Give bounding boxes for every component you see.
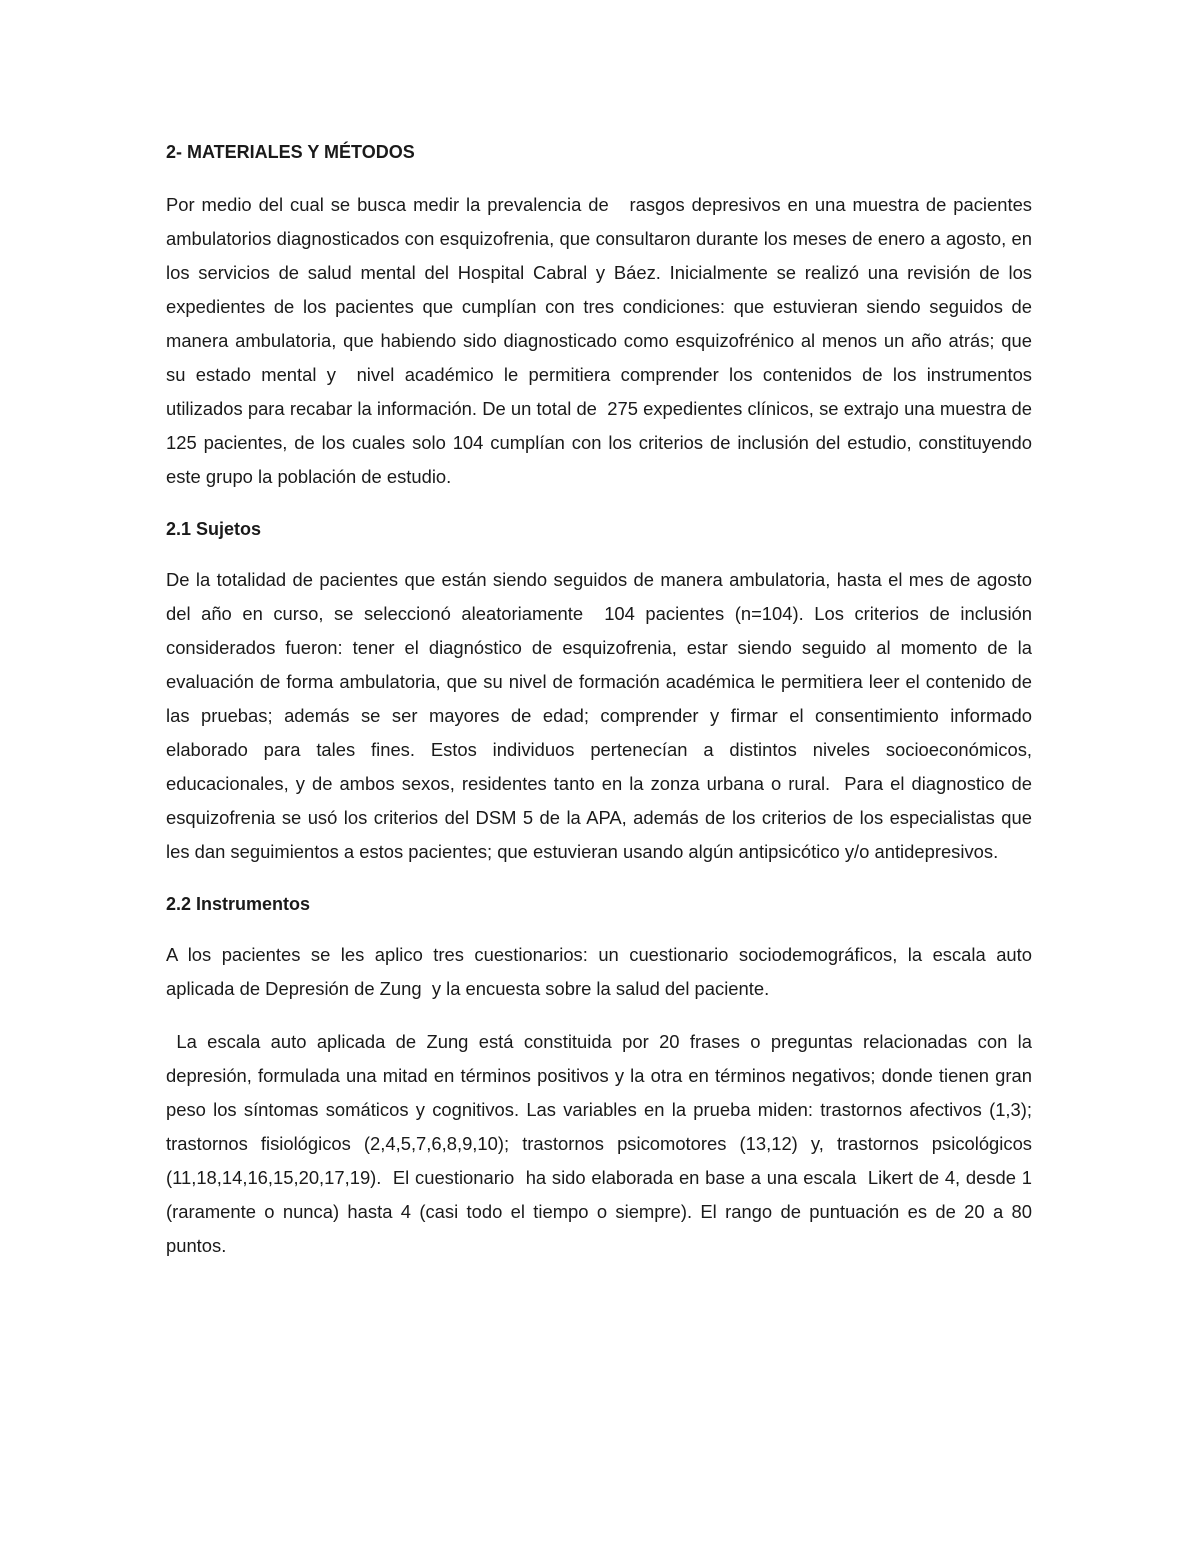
instruments-paragraph-2: La escala auto aplicada de Zung está constituida por 20 frases o preguntas relacionadas con la depresión, formulada una mitad en términos positivos y la otra en términos negativos; donde tienen gran peso los síntomas somáticos y cognitivos. Las variables en la prueba miden: trastornos afectivos (1,3); trastornos fisiológicos (2,4,5,7,6,8,9,10); trastornos psicomotores (13,12) y, trastornos psicológicos (11,18,14,16,15,20,17,19). El cuestionario ha sido elaborada en base a una escala Likert de 4, desde 1 (raramente o nunca) hasta 4 (casi todo el tiempo o siempre). El rango de puntuación es de 20 a 80 puntos. <box>166 1031 1043 1256</box>
subjects-heading: 2.1 Sujetos <box>166 519 262 539</box>
instruments-paragraph-1: A los pacientes se les aplico tres cuestionarios: un cuestionario sociodemográficos, la escala auto aplicada de Depresión de Zung y la encuesta sobre la salud del paciente. <box>166 944 1038 999</box>
document-page <box>166 136 1043 1263</box>
instruments-heading: 2.2 Instrumentos <box>166 894 311 914</box>
subjects-paragraph: De la totalidad de pacientes que están siendo seguidos de manera ambulatoria, hasta el mes de agosto del año en curso, se seleccionó aleatoriamente 104 pacientes (n=104). Los criterios de inclusión considerados fueron: tener el diagnóstico de esquizofrenia, estar siendo seguido al momento de la evaluación de forma ambulatoria, que su nivel de formación académica le permitiera leer el contenido de las pruebas; además se ser mayores de edad; comprender y firmar el consentimiento informado elaborado para tales fines. Estos individuos pertenecían a distintos niveles socioeconómicos, educacionales, y de ambos sexos, residentes tanto en la zonza urbana o rural. Para el diagnostico de esquizofrenia se usó los criterios del DSM 5 de la APA, además de los criterios de los especialistas que les dan seguimientos a estos pacientes; que estuvieran usando algún antipsicótico y/o antidepresivos. <box>166 569 1038 862</box>
intro-paragraph: Por medio del cual se busca medir la prevalencia de rasgos depresivos en una muestra de pacientes ambulatorios diagnosticados con esquizofrenia, que consultaron durante los meses de enero a agosto, en los servicios de salud mental del Hospital Cabral y Báez. Inicialmente se realizó una revisión de los expedientes de los pacientes que cumplían con tres condiciones: que estuvieran siendo seguidos de manera ambulatoria, que habiendo sido diagnosticado como esquizofrénico al menos un año atrás; que su estado mental y nivel académico le permitiera comprender los contenidos de los instrumentos utilizados para recabar la información. De un total de 275 expedientes clínicos, se extrajo una muestra de 125 pacientes, de los cuales solo 104 cumplían con los criterios de inclusión del estudio, constituyendo este grupo la población de estudio. <box>166 194 1043 487</box>
section-title: 2- MATERIALES Y MÉTODOS <box>166 142 415 162</box>
